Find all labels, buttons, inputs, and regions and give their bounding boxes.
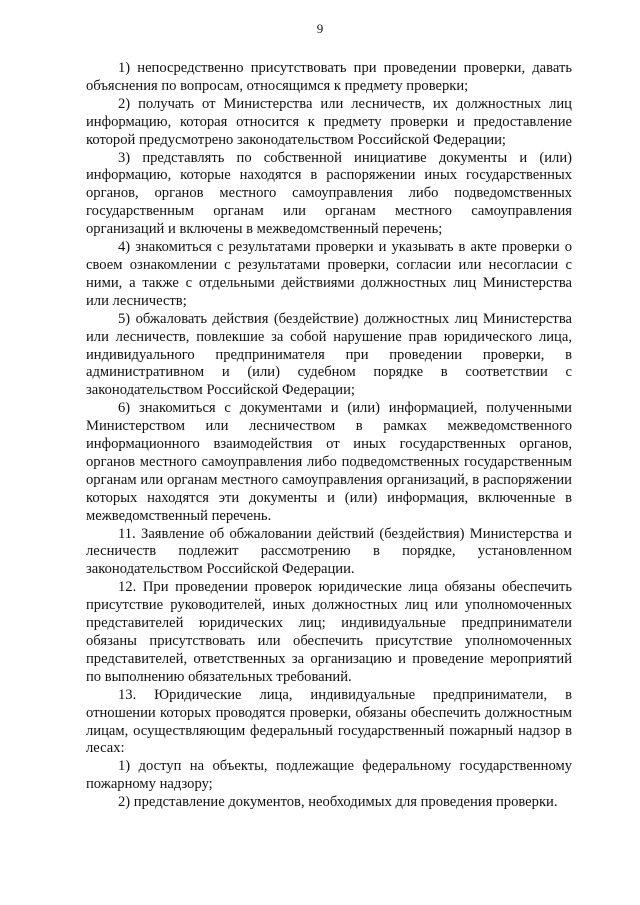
paragraph: 4) знакомиться с результатами проверки и указывать в акте проверки о своем ознакомлении с результатами проверки, согласии или несогласии с ними, а также с отдельными действиями должностных лиц Министерства или лесничеств; [86,239,572,309]
paragraph: 2) получать от Министерства или лесничеств, их должностных лиц информацию, которая относится к предмету проверки и предоставление которой предусмотрено законодательством Российской Федерации; [86,95,572,148]
page-number: 9 [316,21,324,36]
paragraph: 2) представление документов, необходимых для проведения проверки. [118,794,558,811]
paragraph: 5) обжаловать действия (бездействие) должностных лиц Министерства или лесничеств, повлекшие за собой нарушение прав юридического лица, индивидуального предпринимателя при проведении проверки, в административном и (или) судебном порядке в соответствии с законодательством Российской Федерации; [86,310,572,399]
paragraph: 1) непосредственно присутствовать при проведении проверки, давать объяснения по вопросам, относящимся к предмету проверки; [86,60,572,94]
paragraph: 6) знакомиться с документами и (или) информацией, полученными Министерством или лесничеством в рамках межведомственного информационного взаимодействия от иных государственных органов, органов местного самоуправления либо подведомственных государственным органам или органам местного самоуправления организаций, в распоряжении которых находятся эти документы и (или) информация, включенные в межведомственный перечень. [86,400,572,524]
paragraph: 12. При проведении проверок юридические лица обязаны обеспечить присутствие руководителей, иных должностных лиц или уполномоченных представителей юридических лиц; индивидуальные предприниматели обязаны присутствовать или обеспечить присутствие уполномоченных представителей, ответственных за организацию и проведение мероприятий по выполнению обязательных требований. [86,579,572,685]
paragraph: 1) доступ на объекты, подлежащие федеральному государственному пожарному надзору; [86,758,572,793]
document-body [86,60,572,812]
paragraph: 3) представлять по собственной инициативе документы и (или) информацию, которые находятся в распоряжении иных государственных органов, органов местного самоуправления либо подведомственных государственным органам или органам местного самоуправления организаций и включены в межведомственный перечень; [86,149,572,238]
paragraph: 13. Юридические лица, индивидуальные предприниматели, в отношении которых проводятся проверки, обязаны обеспечить должностным лицам, осуществляющим федеральный государственный пожарный надзор в лесах: [86,686,572,757]
paragraph: 11. Заявление об обжаловании действий (бездействия) Министерства и лесничеств подлежит рассмотрению в порядке, установленном законодательством Российской Федерации. [86,525,572,578]
